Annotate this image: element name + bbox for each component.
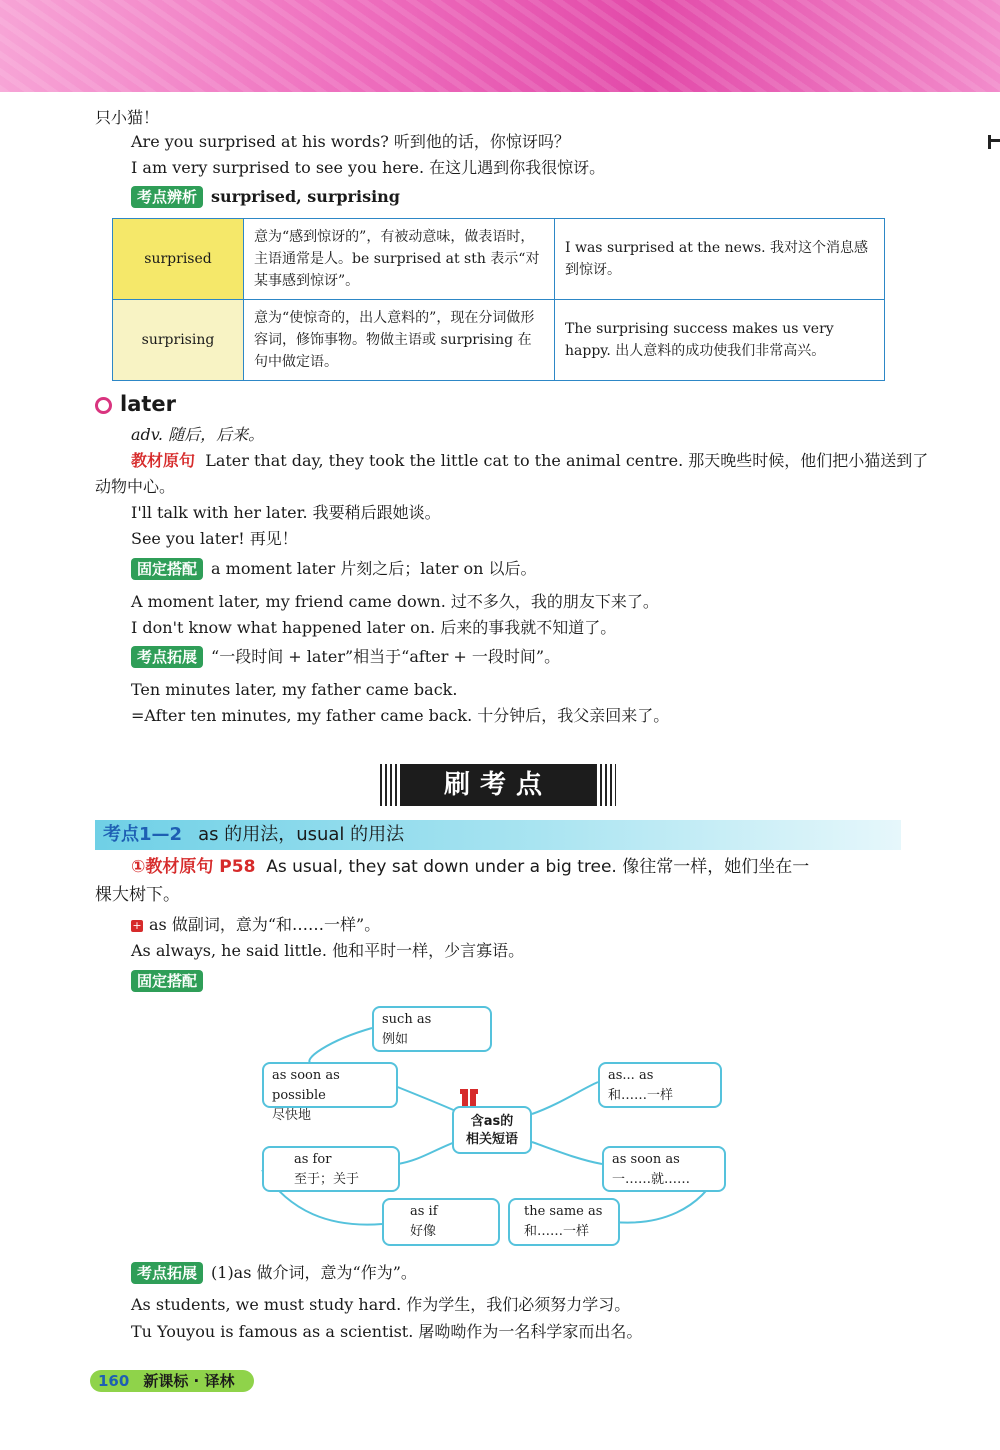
example-sentence: Tu Youyou is famous as a scientist. 屠呦呦作为一名科学家而出名。 (131, 1322, 643, 1341)
fixed-tag: 固定搭配 (131, 970, 203, 992)
table-example-cell: The surprising success makes us very happy. 出人意料的成功使我们非常高兴。 (555, 300, 885, 381)
example-sentence: I'll talk with her later. 我要稍后跟她谈。 (131, 503, 441, 522)
mindmap-node: as soon as possible 尽快地 (262, 1062, 398, 1108)
series-name: 新课标 · 译林 (143, 1372, 235, 1390)
textbook-label: ①教材原句 P58 (131, 857, 256, 877)
table-word-cell: surprised (113, 219, 244, 300)
textbook-sentence-cont: 动物中心。 (95, 477, 176, 496)
table-meaning-cell: 意为“使惊奇的，出人意料的”，现在分词做形容词，修饰事物。物做主语或 surprising 在句中做定语。 (244, 300, 555, 381)
mindmap-node: as if 好像 (382, 1198, 500, 1246)
fixed-tag: 固定搭配 (131, 558, 203, 580)
section-title: 刷考点 (400, 764, 596, 806)
mindmap-node: such as 例如 (372, 1006, 492, 1052)
example-sentence: =After ten minutes, my father came back. 十分钟后，我父亲回来了。 (131, 706, 670, 725)
kaodian-title: as 的用法，usual 的用法 (198, 824, 405, 845)
table-word-cell: surprising (113, 300, 244, 381)
extension-tag: 考点拓展 (131, 646, 203, 668)
analysis-tag: 考点辨析 (131, 186, 203, 208)
textbook-sentence-cont: 棵大树下。 (95, 885, 180, 905)
example-sentence: As always, he said little. 他和平时一样，少言寡语。 (131, 941, 525, 960)
page-number: 160 (98, 1372, 130, 1390)
textbook-sentence: 教材原句 Later that day, they took the little cat to the animal centre. 那天晚些时候，他们把小猫送到了 (131, 451, 929, 470)
analysis-words: surprised, surprising (211, 187, 400, 206)
table-example-cell: I was surprised at the news. 我对这个消息感到惊讶。 (555, 219, 885, 300)
mindmap-node: the same as 和……一样 (508, 1198, 620, 1246)
part-of-speech: adv. 随后，后来。 (131, 425, 265, 444)
extension-tag: 考点拓展 (131, 1262, 203, 1284)
fixed-phrase: 固定搭配 a moment later 片刻之后；later on 以后。 (131, 558, 537, 580)
entry-heading: later (95, 392, 176, 416)
gift-icon (460, 1089, 478, 1106)
mindmap-center-node: 含as的 相关短语 (452, 1106, 532, 1154)
mindmap-node: as soon as 一……就…… (602, 1146, 726, 1192)
example-sentence: I am very surprised to see you here. 在这儿遇到你我很惊讶。 (131, 158, 606, 177)
usage-note: + as 做副词，意为“和……一样”。 (132, 915, 381, 934)
page-footer (90, 1370, 254, 1392)
example-sentence: A moment later, my friend came down. 过不多久，我的朋友下来了。 (131, 592, 659, 611)
example-sentence: Are you surprised at his words? 听到他的话，你惊讶吗？ (131, 132, 570, 151)
example-sentence: See you later! 再见！ (131, 529, 298, 548)
table-meaning-cell: 意为“感到惊讶的”，有被动意味，做表语时，主语通常是人。be surprised at sth 表示“对某事感到惊讶”。 (244, 219, 555, 300)
extension-note: 考点拓展 “一段时间 + later”相当于“after + 一段时间”。 (131, 646, 560, 668)
extension-note: 考点拓展 (1)as 做介词，意为“作为”。 (131, 1262, 417, 1284)
example-sentence: I don't know what happened later on. 后来的事我就不知道了。 (131, 618, 617, 637)
textbook-label: 教材原句 (131, 451, 196, 470)
continued-text: 只小猫！ (95, 108, 160, 127)
mindmap-node: as for 至于；关于 (262, 1146, 400, 1192)
example-sentence: As students, we must study hard. 作为学生，我们必须努力学习。 (131, 1295, 631, 1314)
plus-icon: + (132, 918, 142, 932)
mindmap-node: as... as 和……一样 (598, 1062, 722, 1108)
textbook-sentence: ①教材原句 P58 As usual, they sat down under a big tree. 像往常一样，她们坐在一 (131, 857, 810, 877)
example-sentence: Ten minutes later, my father came back. (131, 680, 458, 699)
kaodian-number: 考点1—2 (103, 824, 183, 845)
